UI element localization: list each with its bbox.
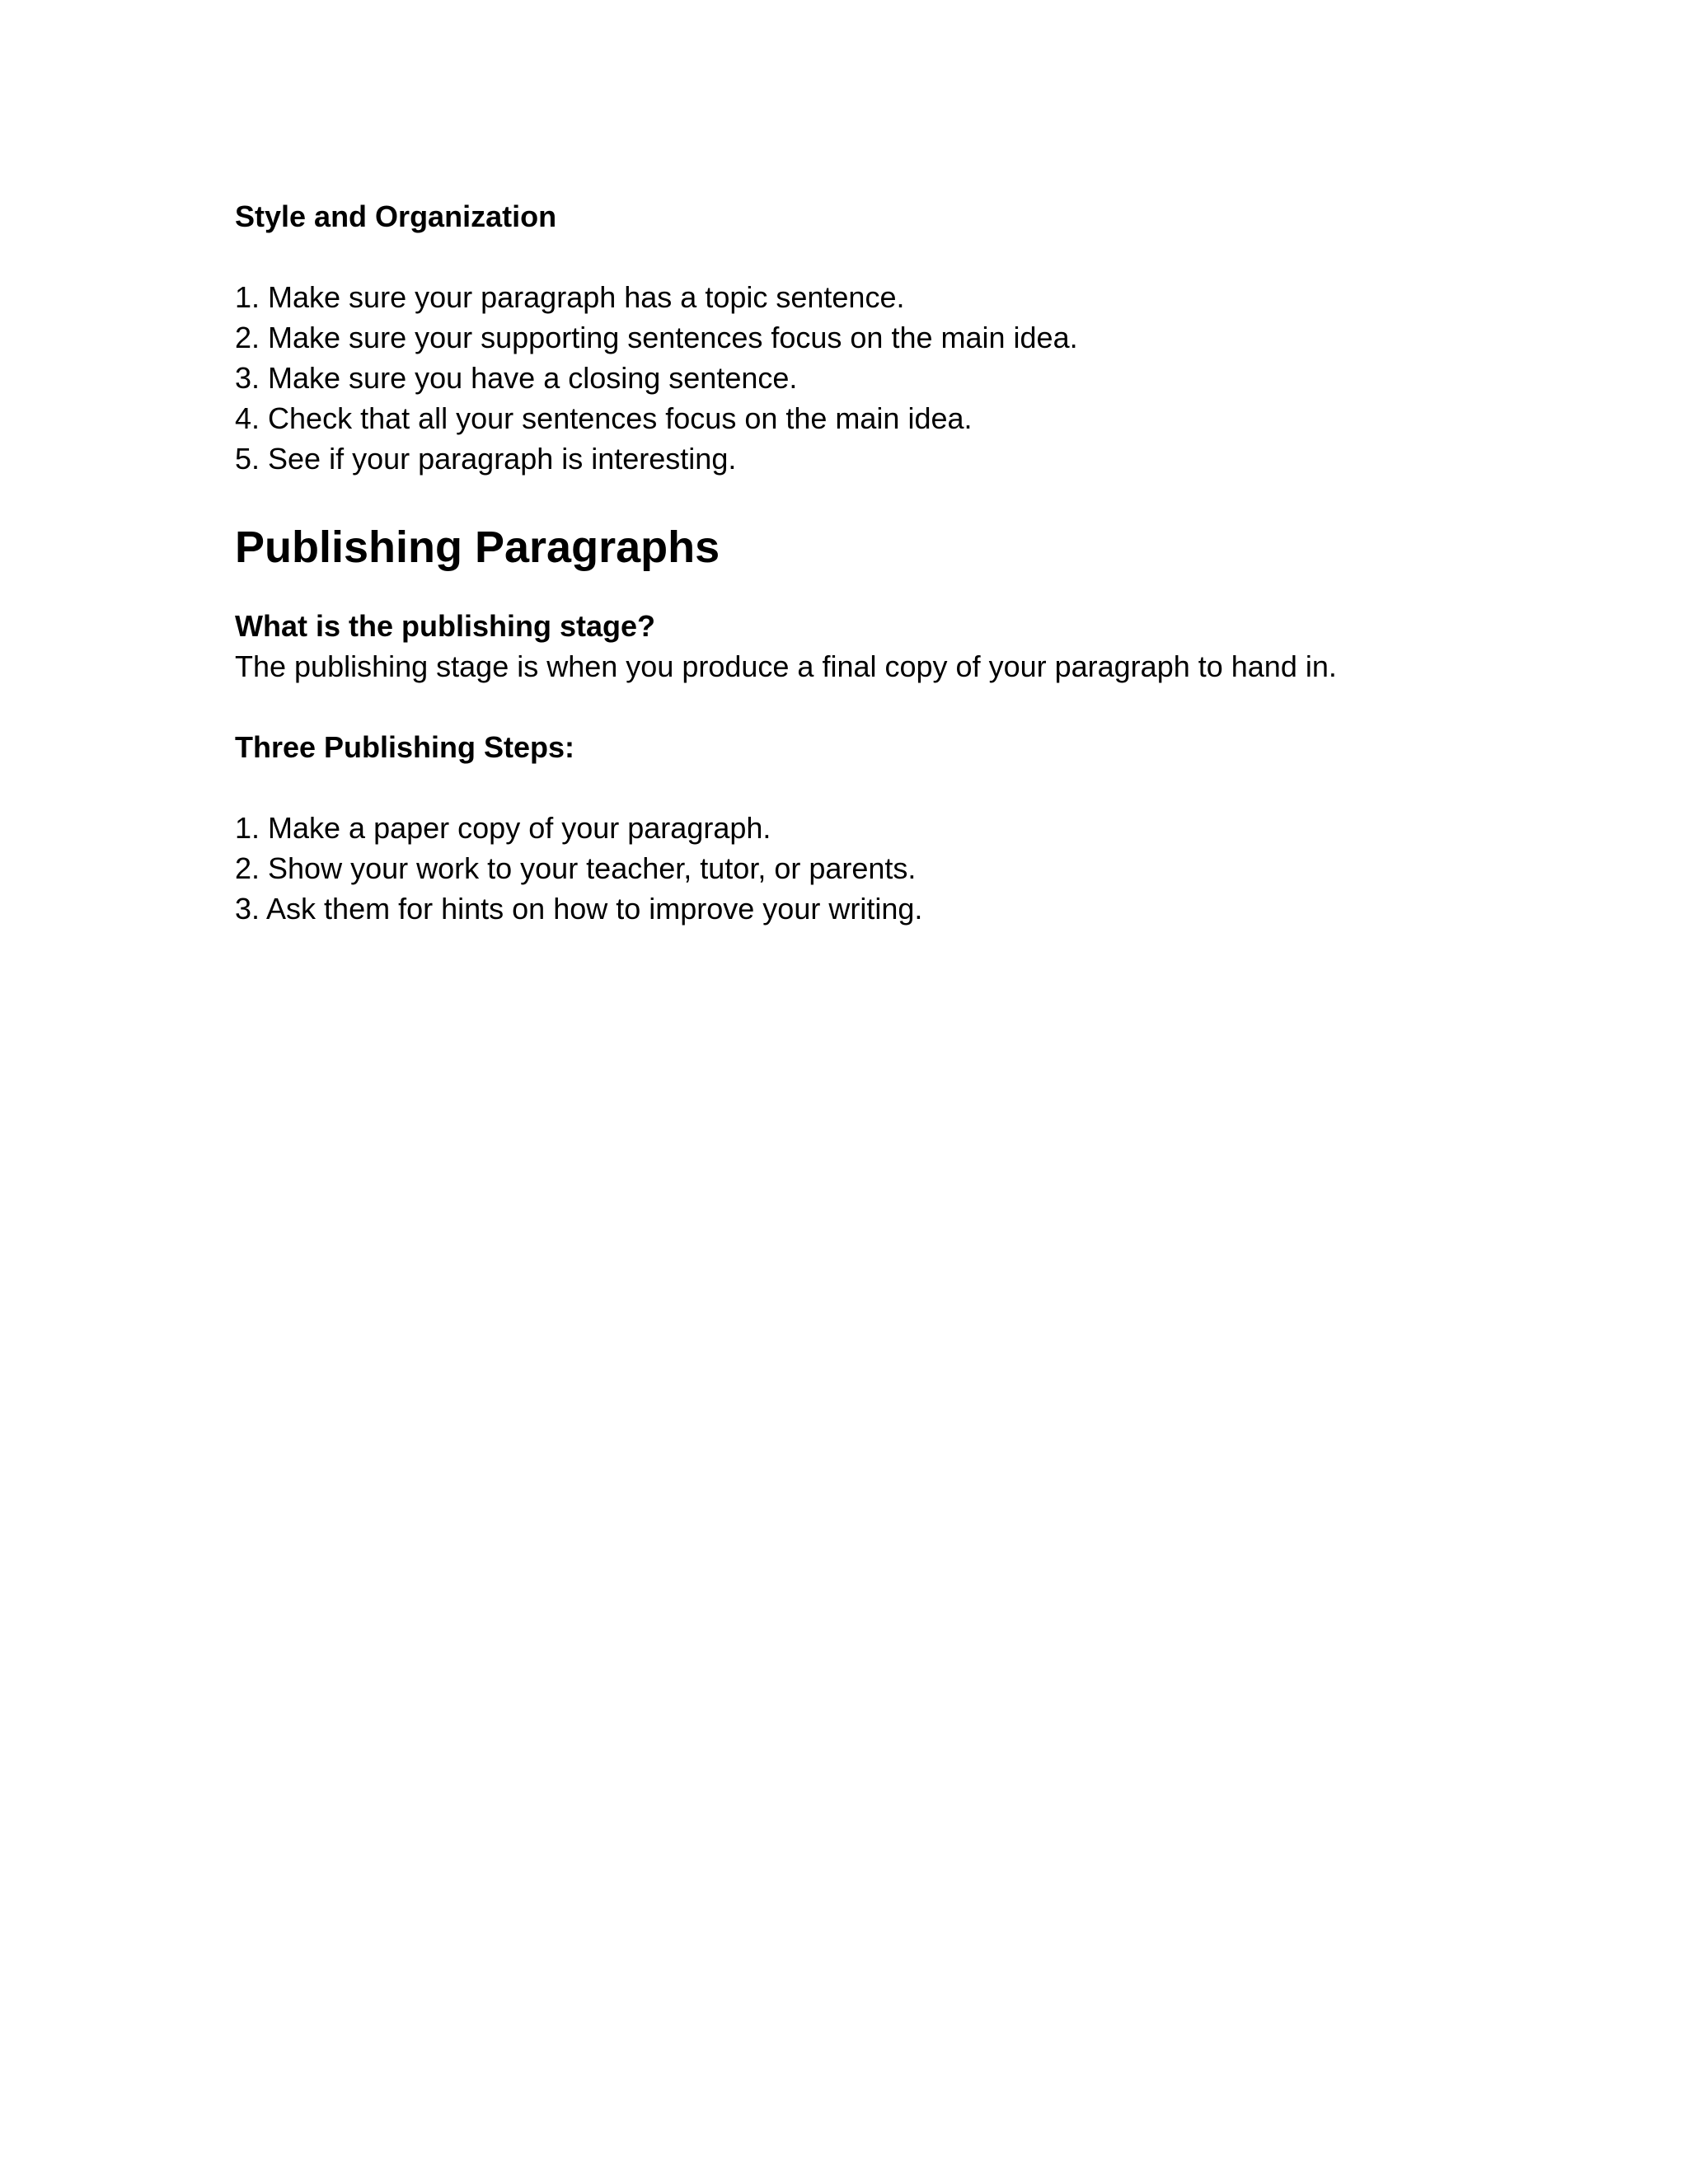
style-checklist [235,277,1471,479]
publishing-steps-heading: Three Publishing Steps: [235,730,575,764]
spacer [235,237,1471,277]
style-organization-heading: Style and Organization [235,199,557,233]
list-item: 2. Make sure your supporting sentences focus on the main idea. [235,321,1078,354]
list-item: 3. Make sure you have a closing sentence. [235,361,798,395]
list-item: 1. Make sure your paragraph has a topic sentence. [235,280,905,314]
publishing-stage-question: What is the publishing stage? [235,609,656,643]
publishing-paragraphs-title: Publishing Paragraphs [235,523,720,572]
spacer [235,687,1471,727]
spacer [235,479,1471,518]
document-content [235,196,1471,929]
publishing-stage-answer: The publishing stage is when you produce a final copy of your paragraph to hand in. [235,649,1337,683]
list-item: 3. Ask them for hints on how to improve your writing. [235,892,923,926]
list-item: 2. Show your work to your teacher, tutor, or parents. [235,851,917,885]
list-item: 4. Check that all your sentences focus on the main idea. [235,401,973,435]
publishing-steps-list [235,808,1471,929]
spacer [235,576,1471,606]
list-item: 5. See if your paragraph is interesting. [235,442,737,476]
spacer [235,767,1471,808]
list-item: 1. Make a paper copy of your paragraph. [235,811,771,845]
